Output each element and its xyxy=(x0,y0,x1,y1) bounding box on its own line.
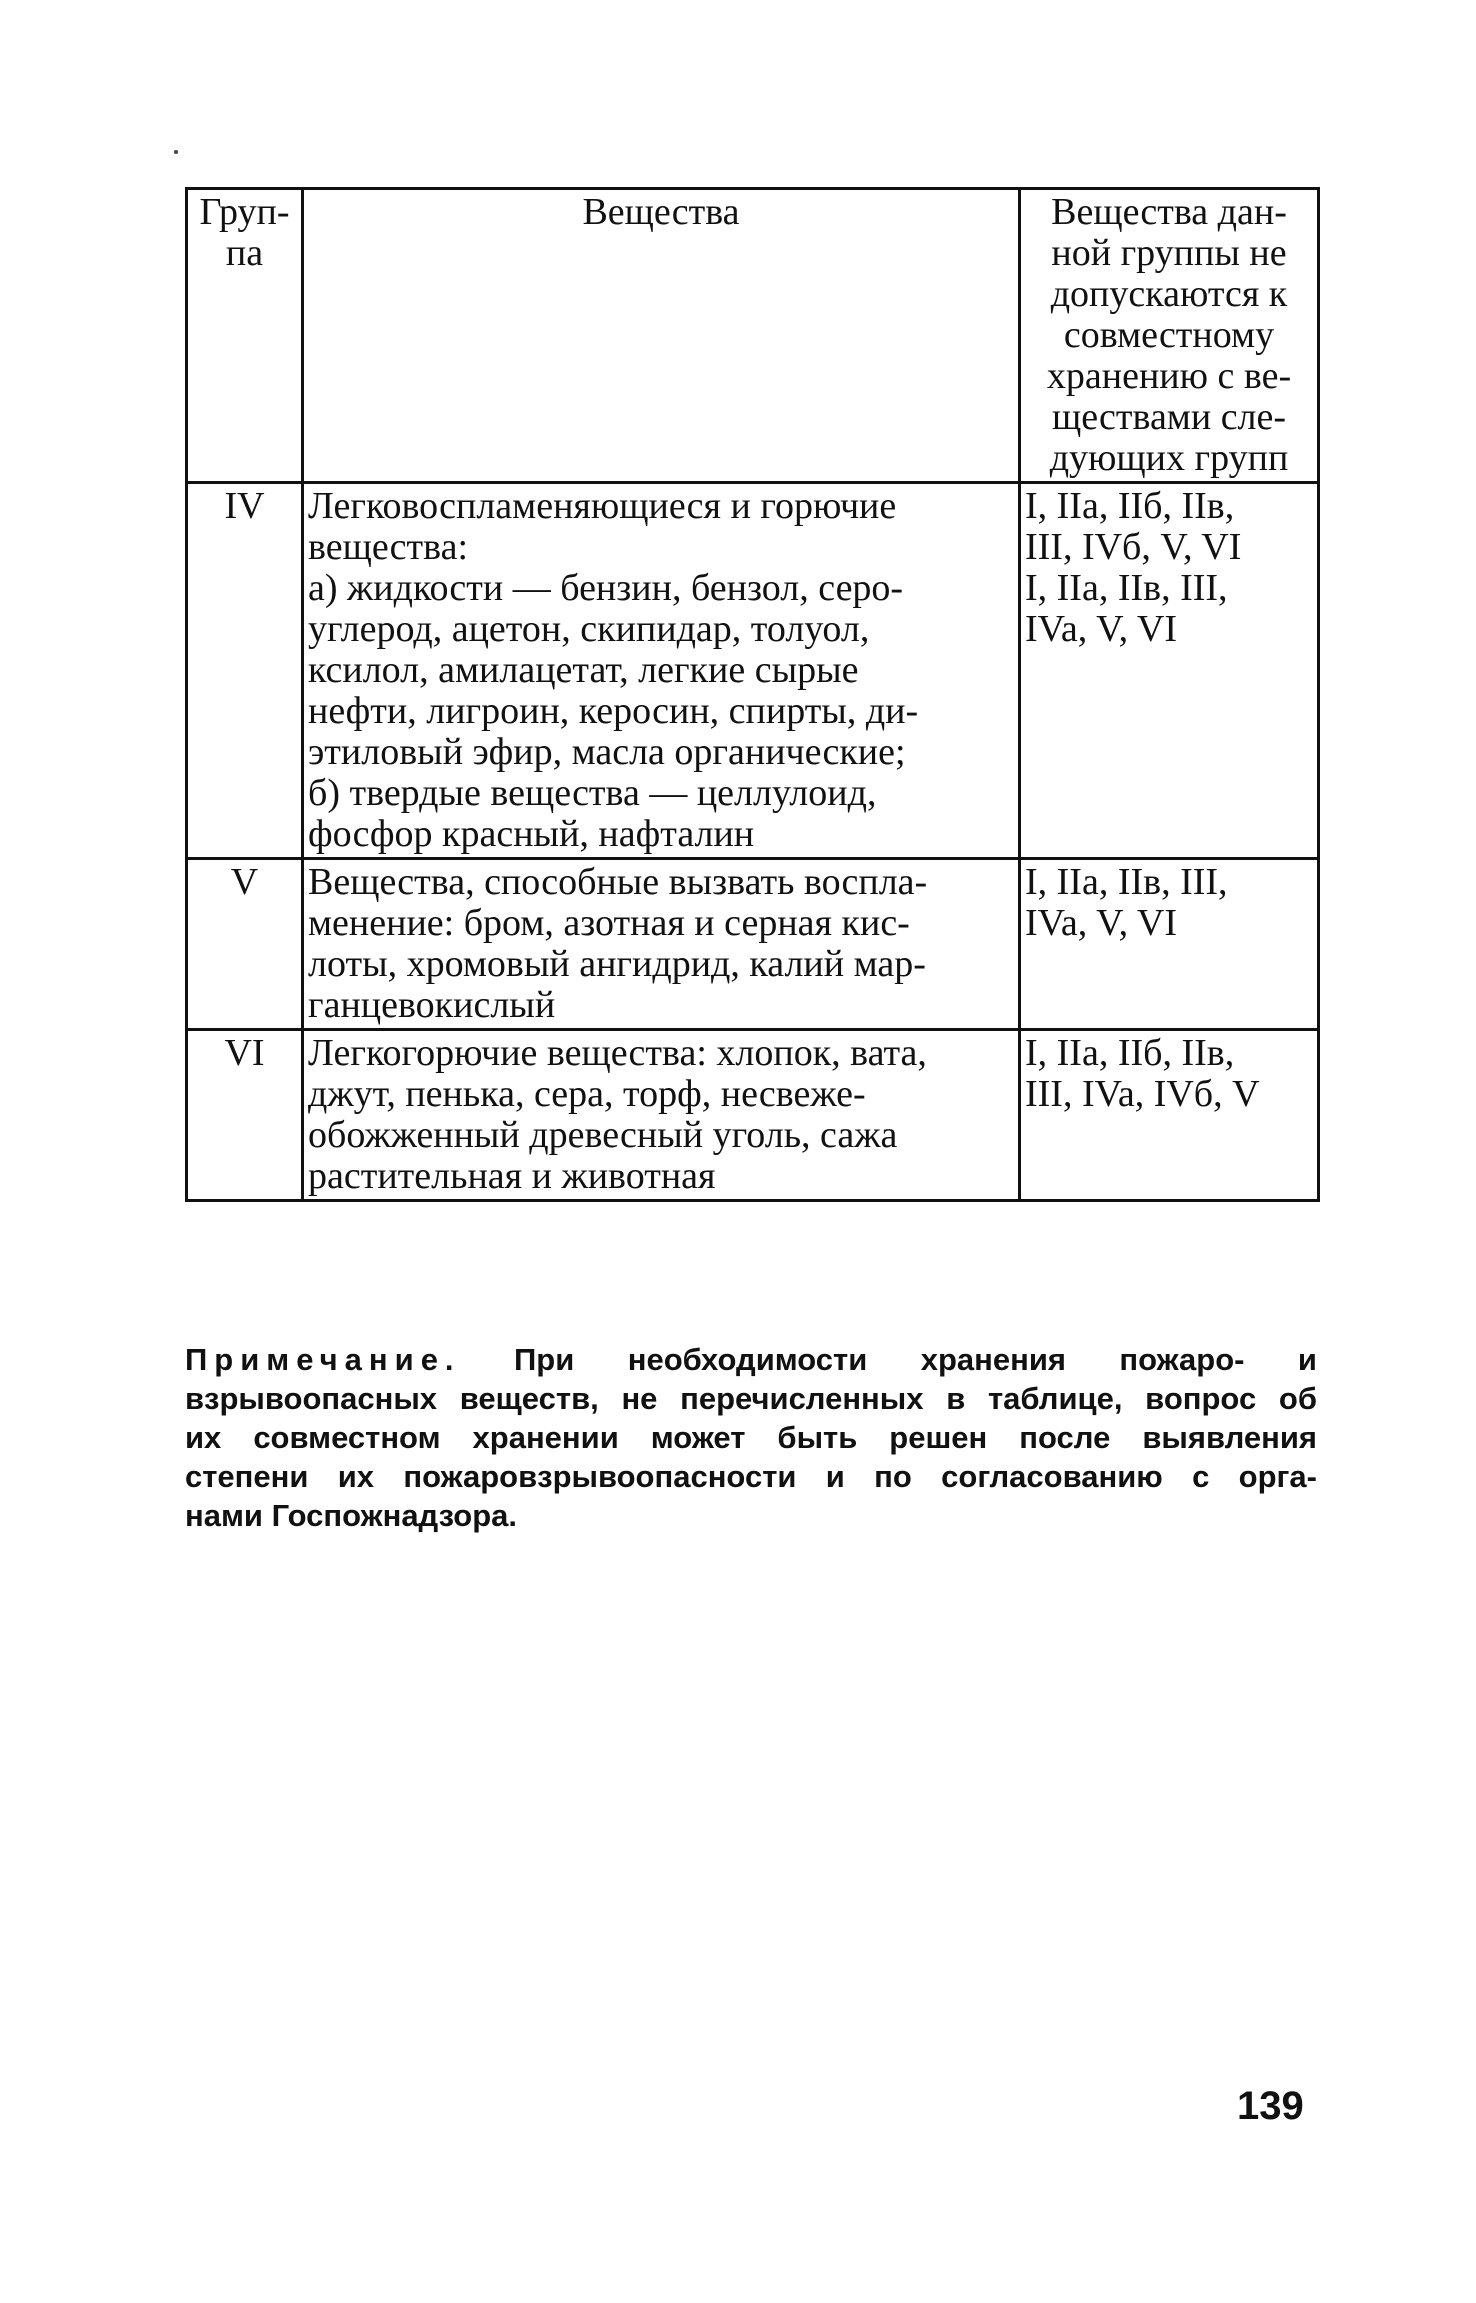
substances-line: обожженный древесный уголь, сажа xyxy=(308,1114,898,1156)
header-group-line: Груп- xyxy=(199,191,290,233)
excluded-line: I, IIa, IIб, IIв, xyxy=(1025,1032,1235,1074)
header-excluded-line: дующих групп xyxy=(1049,437,1289,479)
group-cell: VI xyxy=(187,1030,303,1201)
substances-line: этиловый эфир, масла органические; xyxy=(308,731,906,773)
note-line: нами Госпожнадзора. xyxy=(185,1498,517,1533)
table-header-row xyxy=(187,189,1319,483)
header-excluded-line: допускаются к xyxy=(1050,273,1288,315)
excluded-line: III, IVб, V, VI xyxy=(1025,526,1242,568)
substances-line: ксилол, амилацетат, легкие сырые xyxy=(308,649,859,691)
header-group xyxy=(187,189,303,483)
group-cell: IV xyxy=(187,483,303,859)
note-line xyxy=(185,1340,1317,1379)
header-excluded-line: Вещества дан- xyxy=(1051,191,1287,233)
note-label: Примечание. xyxy=(185,1342,461,1377)
excluded-line: III, IVa, IVб, V xyxy=(1025,1073,1260,1115)
note-line: взрывоопасных веществ, не перечисленных в таблице, вопрос об xyxy=(185,1381,1317,1416)
header-excluded-line: ной группы не xyxy=(1051,232,1287,274)
excluded-line: I, IIa, IIб, IIв, xyxy=(1025,485,1235,527)
table-row xyxy=(187,859,1319,1030)
excluded-line: IVa, V, VI xyxy=(1025,608,1178,650)
substances-line: менение: бром, азотная и серная кис- xyxy=(308,902,910,944)
excluded-cell xyxy=(1020,483,1319,859)
excluded-line: IVa, V, VI xyxy=(1025,902,1178,944)
table-row xyxy=(187,1030,1319,1201)
header-group-line: па xyxy=(225,232,264,274)
substances-cell xyxy=(303,1030,1020,1201)
substances-cell xyxy=(303,859,1020,1030)
substances-line: нефти, лигроин, керосин, спирты, ди- xyxy=(308,690,919,732)
substances-line: фосфор красный, нафталин xyxy=(308,813,755,855)
substances-line: ганцевокислый xyxy=(308,984,556,1026)
substances-line: джут, пенька, сера, торф, несвеже- xyxy=(308,1073,866,1115)
excluded-cell xyxy=(1020,859,1319,1030)
substances-cell xyxy=(303,483,1020,859)
excluded-cell xyxy=(1020,1030,1319,1201)
substances-line: Легковоспламеняющиеся и горючие xyxy=(308,485,897,527)
table-row xyxy=(187,483,1319,859)
header-substances: Вещества xyxy=(303,189,1020,483)
note-line: их совместном хранении может быть решен после выявления xyxy=(185,1420,1317,1455)
substances-line: лоты, хромовый ангидрид, калий мар- xyxy=(308,943,926,985)
substances-line: а) жидкости — бензин, бензол, серо- xyxy=(308,567,904,609)
substances-line: растительная и животная xyxy=(308,1155,716,1197)
substances-line: углерод, ацетон, скипидар, толуол, xyxy=(308,608,870,650)
note-line: степени их пожаровзрывоопасности и по согласованию с орга- xyxy=(185,1459,1317,1494)
note-text: При необходимости хранения пожаро- и xyxy=(514,1342,1317,1377)
header-excluded xyxy=(1020,189,1319,483)
excluded-line: I, IIa, IIв, III, xyxy=(1025,567,1228,609)
substances-line: Легкогорючие вещества: хлопок, вата, xyxy=(308,1032,927,1074)
header-excluded-line: совместному xyxy=(1063,314,1275,356)
header-excluded-line: хранению с ве- xyxy=(1046,355,1292,397)
storage-compatibility-table xyxy=(185,187,1320,1202)
stray-dot xyxy=(174,150,178,154)
header-excluded-line: ществами сле- xyxy=(1051,396,1287,438)
note-paragraph xyxy=(185,1340,1317,1535)
group-cell: V xyxy=(187,859,303,1030)
excluded-line: I, IIa, IIв, III, xyxy=(1025,861,1228,903)
substances-line: б) твердые вещества — целлулоид, xyxy=(308,772,877,814)
page-number: 139 xyxy=(1237,2084,1304,2128)
substances-line: Вещества, способные вызвать воспла- xyxy=(308,861,928,903)
substances-line: вещества: xyxy=(308,526,468,568)
